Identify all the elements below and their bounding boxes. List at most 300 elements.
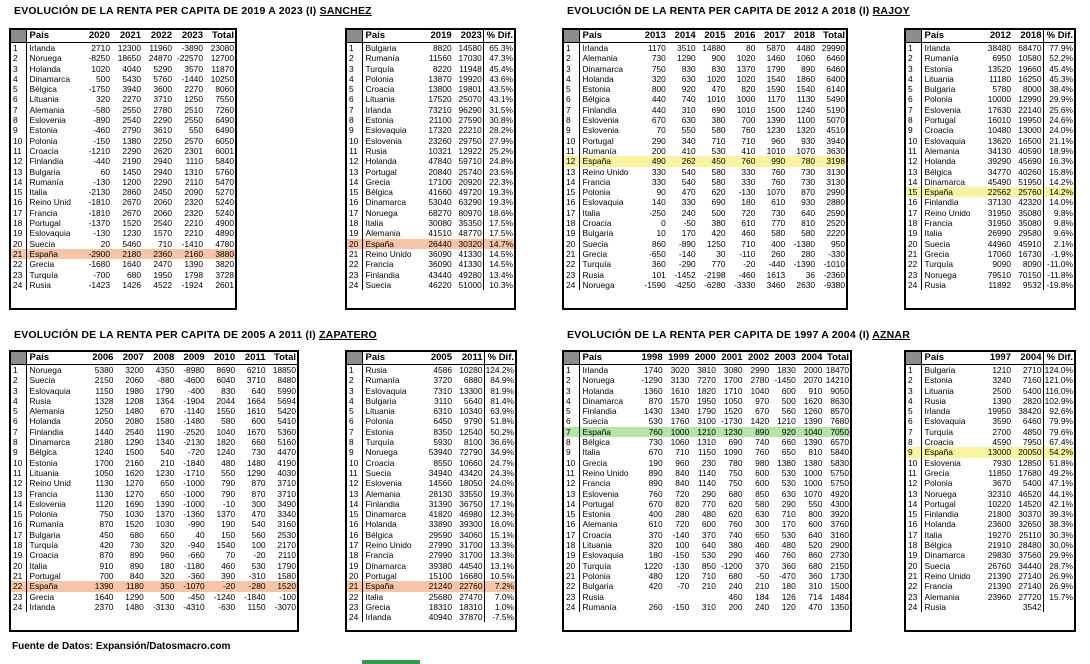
table-row — [564, 396, 850, 406]
rank-cell: 21 — [906, 571, 921, 581]
value-cell: 5640 — [463, 395, 483, 406]
table-row — [347, 602, 515, 612]
percent-cell: 29.9% — [1043, 94, 1074, 104]
value-cell: 1540 — [766, 73, 786, 84]
rank-cell: 7 — [11, 105, 26, 115]
value-cell: -880 — [157, 375, 175, 386]
table-row — [906, 125, 1074, 135]
country-cell: Lituania — [365, 94, 395, 105]
value-cell: 49720 — [458, 187, 482, 198]
rank-cell: 18 — [347, 550, 362, 560]
value-cell: 51000 — [458, 279, 482, 290]
country-cell: Grecia — [29, 259, 55, 270]
table-row — [906, 478, 1074, 488]
table-header-row — [11, 352, 297, 365]
decorative-bar — [362, 660, 420, 664]
percent-cell: 25.2% — [483, 146, 514, 156]
percent-cell: -19.8% — [1043, 280, 1074, 290]
value-cell: 360 — [808, 570, 823, 581]
value-cell: 2360 — [142, 249, 173, 259]
value-cell: 9090 — [992, 259, 1011, 270]
value-cell: 2450 — [153, 187, 172, 198]
value-cell: 34060 — [459, 529, 483, 540]
value-cell: 480 — [701, 509, 716, 520]
value-cell: 8000 — [1022, 84, 1042, 95]
value-cell: 6490 — [215, 115, 234, 126]
value-cell: 470 — [681, 187, 696, 198]
value-cell: 19950 — [987, 406, 1011, 417]
table-row — [11, 43, 235, 54]
table-row — [564, 581, 850, 591]
value-cell: 630 — [781, 488, 796, 499]
value-cell: 1070 — [766, 187, 786, 198]
value-cell: 180 — [160, 560, 175, 571]
rank-cell: 19 — [11, 550, 26, 560]
value-cell: 720 — [675, 488, 690, 499]
table-row — [347, 375, 515, 385]
country-cell: Dinamarca — [365, 560, 406, 571]
value-cell: 730 — [251, 447, 266, 458]
table-row — [564, 550, 850, 560]
table-row — [564, 561, 850, 571]
table-row — [906, 249, 1074, 259]
value-cell: 1420 — [750, 416, 770, 427]
country-cell: Italia — [365, 591, 384, 602]
value-cell: 620 — [728, 509, 743, 520]
value-cell: 1790 — [766, 63, 786, 74]
table-row — [347, 519, 515, 529]
value-cell: 2550 — [122, 104, 141, 115]
value-cell: 2210 — [184, 218, 203, 229]
value-cell: 18050 — [459, 478, 483, 489]
value-cell: 1950 — [697, 395, 716, 406]
country-cell: Suecia — [365, 279, 392, 290]
value-cell: 530 — [251, 560, 266, 571]
value-cell: 1790 — [277, 560, 296, 571]
table-row — [564, 499, 850, 509]
value-cell: 410 — [681, 145, 696, 156]
country-cell: Reino Unido — [582, 467, 629, 478]
percent-cell: 63.9% — [484, 406, 515, 416]
value-cell: 1460 — [766, 53, 786, 64]
pct-table — [904, 28, 1076, 310]
country-cell: Suecia — [365, 467, 392, 478]
value-cell: 1050 — [723, 395, 743, 406]
value-cell: 1240 — [94, 447, 114, 458]
value-cell: 680 — [127, 269, 141, 280]
value-cell: 1480 — [125, 601, 144, 612]
value-cell: 34770 — [987, 166, 1011, 177]
country-cell: Eslovaquia — [924, 135, 966, 146]
value-cell: 68270 — [428, 207, 452, 218]
value-cell: 560 — [781, 406, 796, 417]
rank-cell: 16 — [11, 519, 26, 529]
rank-cell: 12 — [564, 478, 579, 488]
value-cell: 2990 — [750, 365, 770, 375]
value-cell: 210 — [701, 581, 716, 592]
percent-cell: 38.3% — [1043, 519, 1074, 529]
rank-cell: 23 — [347, 270, 362, 280]
country-cell: Francia — [582, 176, 611, 187]
country-cell: País — [921, 352, 981, 365]
rank-cell: 17 — [347, 540, 362, 550]
country-cell: Francia — [924, 581, 953, 592]
rank-cell: 5 — [347, 406, 362, 416]
percent-cell — [1043, 602, 1074, 612]
value-cell: 330 — [741, 176, 756, 187]
rank-cell: 24 — [11, 280, 26, 290]
value-cell: 46980 — [459, 509, 483, 520]
country-cell: Croacia — [924, 125, 954, 136]
value-cell: -1210 — [88, 145, 110, 156]
percent-cell: 54.2% — [1043, 447, 1074, 457]
value-cell: 420 — [99, 540, 114, 551]
value-cell: 27990 — [428, 540, 452, 551]
rank-cell: 8 — [11, 437, 26, 447]
percent-cell: 102.9% — [1044, 395, 1073, 406]
rank-cell: 16 — [906, 519, 921, 529]
rank-cell: 19 — [11, 228, 26, 238]
value-cell: 2012 — [981, 30, 1012, 43]
value-cell: -1590 — [644, 279, 666, 290]
value-cell: 17680 — [1018, 467, 1042, 478]
table-row — [347, 259, 514, 269]
table-row — [906, 365, 1074, 376]
value-cell: 290 — [701, 488, 716, 499]
table-row — [906, 561, 1074, 571]
table-row — [906, 592, 1074, 602]
value-cell: -100 — [279, 591, 296, 602]
rank-cell: 3 — [564, 64, 579, 74]
value-cell: 600 — [781, 385, 796, 396]
value-cell: 41510 — [428, 228, 452, 239]
table-row — [906, 115, 1074, 125]
value-cell: 18650 — [117, 53, 141, 64]
value-cell: 46220 — [428, 279, 452, 290]
table-row — [347, 125, 514, 135]
value-cell: 51950 — [1018, 176, 1042, 187]
value-cell: 1370 — [216, 509, 236, 520]
value-cell: 2020 — [80, 30, 111, 43]
value-cell: 480 — [781, 540, 796, 551]
rank-cell: 16 — [347, 197, 362, 207]
value-cell: 690 — [711, 104, 726, 115]
value-cell: 580 — [711, 166, 726, 177]
table-row — [906, 437, 1074, 447]
value-cell: 640 — [251, 385, 266, 396]
value-cell: 770 — [771, 218, 786, 229]
value-cell: 1370 — [736, 63, 756, 74]
section-title-text: EVOLUCIÓN DE LA RENTA PER CAPITA DE 1997 A 2004 (I) — [567, 329, 873, 341]
country-cell: Lituania — [29, 94, 59, 105]
value-cell: 33550 — [459, 488, 483, 499]
value-cell: 180 — [648, 550, 663, 561]
rank-cell: 10 — [906, 458, 921, 468]
country-cell: Eslovaquia — [365, 385, 407, 396]
country-cell: Grecia — [365, 176, 391, 187]
rank-cell: 9 — [906, 447, 921, 457]
table-row — [906, 386, 1074, 396]
value-cell: 930 — [801, 197, 816, 208]
percent-cell: 29.9% — [1043, 550, 1074, 560]
country-cell: Holanda — [365, 519, 397, 530]
rank-cell: 13 — [906, 489, 921, 499]
table-row — [564, 187, 846, 197]
table-row — [564, 43, 846, 54]
value-cell: 730 — [651, 53, 666, 64]
value-cell: 2550 — [184, 115, 203, 126]
value-cell: 29830 — [987, 550, 1011, 561]
rank-cell: 16 — [906, 197, 921, 207]
value-cell: 40 — [195, 529, 205, 540]
value-cell: 1640 — [122, 259, 141, 270]
section-title — [14, 5, 372, 17]
value-cell: 2520 — [826, 218, 845, 229]
country-cell: Rusia — [924, 601, 946, 612]
rank-cell: 2 — [906, 375, 921, 385]
value-cell: 3160 — [830, 529, 849, 540]
rank-cell: 4 — [11, 396, 26, 406]
country-cell: Polonia — [582, 570, 611, 581]
value-cell: 25070 — [458, 94, 482, 105]
country-cell: Finlandia — [582, 406, 617, 417]
value-cell: 2180 — [94, 437, 114, 448]
percent-cell: 124.2% — [485, 365, 514, 375]
value-cell: 1820 — [697, 385, 716, 396]
value-cell: 7050 — [823, 427, 850, 437]
value-cell: Total — [823, 352, 850, 365]
country-cell: Dinamarca — [365, 197, 406, 208]
rank-cell: 17 — [906, 530, 921, 540]
value-cell: 100 — [251, 540, 266, 551]
rank-cell: 22 — [564, 259, 579, 269]
value-cell: 1270 — [125, 478, 144, 489]
value-cell: 12540 — [459, 426, 483, 437]
value-cell: 400 — [648, 509, 663, 520]
percent-cell: 15.7% — [1043, 592, 1074, 602]
table-row — [11, 375, 297, 385]
value-cell: 24870 — [148, 53, 172, 64]
table-row — [11, 156, 235, 166]
country-cell: Croacia — [582, 529, 612, 540]
value-cell: 840 — [675, 478, 690, 489]
country-cell: Croacia — [924, 437, 954, 448]
change-table — [562, 28, 848, 310]
country-cell: Italia — [582, 447, 601, 458]
table-row — [906, 581, 1074, 591]
value-cell: -10 — [223, 498, 236, 509]
percent-cell: 22.3% — [483, 177, 514, 187]
value-cell: 920 — [681, 84, 696, 95]
value-cell: 870 — [648, 395, 663, 406]
value-cell: 21910 — [987, 540, 1011, 551]
value-cell: 1030 — [155, 519, 175, 530]
value-cell: 4510 — [826, 125, 845, 136]
value-cell: 950 — [831, 238, 845, 249]
data-table — [906, 30, 1074, 290]
value-cell: 30080 — [428, 218, 452, 229]
value-cell: 1230 — [155, 467, 175, 478]
table-row — [564, 53, 846, 63]
rank-cell: 20 — [11, 239, 26, 249]
value-cell: 1040 — [750, 385, 770, 396]
country-cell: Holanda — [582, 385, 614, 396]
value-cell: 960 — [675, 457, 690, 468]
table-row — [564, 197, 846, 207]
country-cell: Francia — [365, 550, 394, 561]
table-row — [347, 447, 515, 457]
value-cell: 1520 — [723, 406, 743, 417]
table-row — [347, 136, 514, 146]
table-row — [906, 187, 1074, 197]
value-cell: 860 — [808, 550, 823, 561]
country-cell: Bulgaria — [924, 365, 956, 375]
value-cell: 1210 — [992, 365, 1011, 375]
country-cell: Reino Unido — [365, 540, 412, 551]
rank-cell: 3 — [347, 64, 362, 74]
country-cell: Bélgica — [582, 437, 610, 448]
rank-cell: 18 — [11, 540, 26, 550]
table-row — [347, 581, 515, 591]
rank-cell: 12 — [564, 156, 579, 166]
value-cell: 1290 — [246, 467, 266, 478]
value-cell: 4522 — [153, 279, 172, 290]
percent-cell: 92.6% — [1043, 406, 1074, 416]
value-cell: -4600 — [183, 375, 205, 386]
value-cell: 2009 — [175, 352, 205, 365]
value-cell: 28480 — [1018, 540, 1042, 551]
value-cell: 10340 — [459, 406, 483, 417]
value-cell: 3940 — [826, 135, 845, 146]
table-row — [11, 84, 235, 94]
rank-cell: 6 — [11, 94, 26, 104]
percent-cell: 18.6% — [483, 208, 514, 218]
percent-cell: 49.2% — [1043, 468, 1074, 478]
country-cell: Alemania — [924, 591, 960, 602]
value-cell: 38480 — [987, 43, 1011, 53]
country-cell: Reino Unido — [924, 207, 971, 218]
value-cell: -1000 — [183, 478, 205, 489]
country-cell: Dinamarca — [582, 63, 623, 74]
value-cell: 27590 — [458, 115, 482, 126]
value-cell: 2620 — [153, 145, 172, 156]
value-cell: -940 — [187, 540, 205, 551]
value-cell: -440 — [768, 259, 786, 270]
value-cell: 580 — [801, 228, 816, 239]
value-cell: 1390 — [84, 581, 114, 591]
value-cell: -650 — [649, 248, 666, 259]
value-cell: 790 — [221, 478, 236, 489]
percent-cell: 9.8% — [1043, 218, 1074, 228]
value-cell: 890 — [129, 560, 144, 571]
value-cell: -20 — [206, 581, 236, 591]
value-cell: 870 — [99, 519, 114, 530]
value-cell: 870 — [251, 478, 266, 489]
rank-cell: 5 — [564, 84, 579, 94]
value-cell: 280 — [675, 509, 690, 520]
value-cell: 25680 — [428, 591, 452, 602]
rank-cell: 17 — [347, 208, 362, 218]
value-cell: 21390 — [987, 570, 1011, 581]
value-cell: 750 — [728, 478, 743, 489]
value-cell: 1620 — [803, 395, 823, 406]
value-cell: 23080 — [210, 43, 234, 53]
rank-cell: 5 — [564, 406, 579, 416]
value-cell: 1130 — [95, 478, 114, 489]
value-cell: 11180 — [988, 73, 1011, 84]
table-row — [564, 280, 846, 290]
country-cell: Rusia — [924, 395, 946, 406]
value-cell: 760 — [755, 447, 770, 458]
percent-cell: 81.9% — [484, 386, 515, 396]
table-row — [564, 468, 850, 478]
value-cell: 2540 — [122, 115, 141, 126]
value-cell: 710 — [158, 238, 172, 249]
country-cell: Grecia — [924, 248, 950, 259]
section-title-name: SANCHEZ — [319, 5, 372, 17]
value-cell: -150 — [672, 601, 690, 612]
pct-table — [904, 350, 1076, 632]
rank-cell — [564, 30, 579, 43]
table-row — [347, 550, 515, 560]
rank-cell: 20 — [564, 561, 579, 571]
value-cell: 1580 — [277, 570, 296, 581]
section-title — [14, 329, 377, 341]
table-row — [906, 259, 1074, 269]
value-cell: 1620 — [125, 467, 144, 478]
percent-cell: 14.0% — [1043, 197, 1074, 207]
value-cell: 1380 — [803, 457, 823, 468]
percent-cell: 12.3% — [484, 509, 515, 519]
value-cell: 1208 — [125, 395, 144, 406]
value-cell: 2170 — [277, 540, 296, 551]
percent-cell: 36.6% — [484, 437, 515, 447]
country-cell: Estonia — [924, 63, 953, 74]
rank-cell: 15 — [906, 187, 921, 197]
value-cell: 710 — [701, 570, 716, 581]
value-cell: 41330 — [458, 259, 482, 270]
rank-cell: 1 — [906, 365, 921, 376]
value-cell: 760 — [771, 176, 786, 187]
table-row — [564, 375, 850, 385]
value-cell: 5750 — [830, 478, 849, 489]
rank-cell: 10 — [11, 136, 26, 146]
value-cell — [981, 602, 1012, 612]
value-cell: 1240 — [216, 447, 236, 458]
country-cell: Finlandia — [365, 498, 400, 509]
value-cell: 1390 — [184, 259, 203, 270]
value-cell: 440 — [651, 104, 666, 115]
value-cell: -50 — [757, 570, 770, 581]
value-cell: 3130 — [670, 375, 690, 386]
value-cell: 19270 — [987, 529, 1011, 540]
percent-cell: 28.2% — [483, 125, 514, 135]
value-cell: 11870 — [211, 63, 234, 74]
value-cell: 10250 — [210, 73, 234, 84]
rank-cell: 13 — [564, 489, 579, 499]
country-cell: Eslovaquia — [924, 416, 966, 427]
percent-cell: % Dif. — [483, 30, 514, 43]
percent-cell: 116.0% — [1043, 386, 1074, 396]
value-cell: 19920 — [458, 73, 482, 84]
percent-cell: -1.9% — [1043, 249, 1074, 259]
rank-cell: 23 — [11, 270, 26, 280]
country-cell: Croacia — [29, 145, 59, 156]
value-cell: 8060 — [215, 84, 234, 95]
table-row — [11, 74, 235, 84]
value-cell: 750 — [728, 467, 743, 478]
value-cell: 21390 — [987, 581, 1011, 592]
